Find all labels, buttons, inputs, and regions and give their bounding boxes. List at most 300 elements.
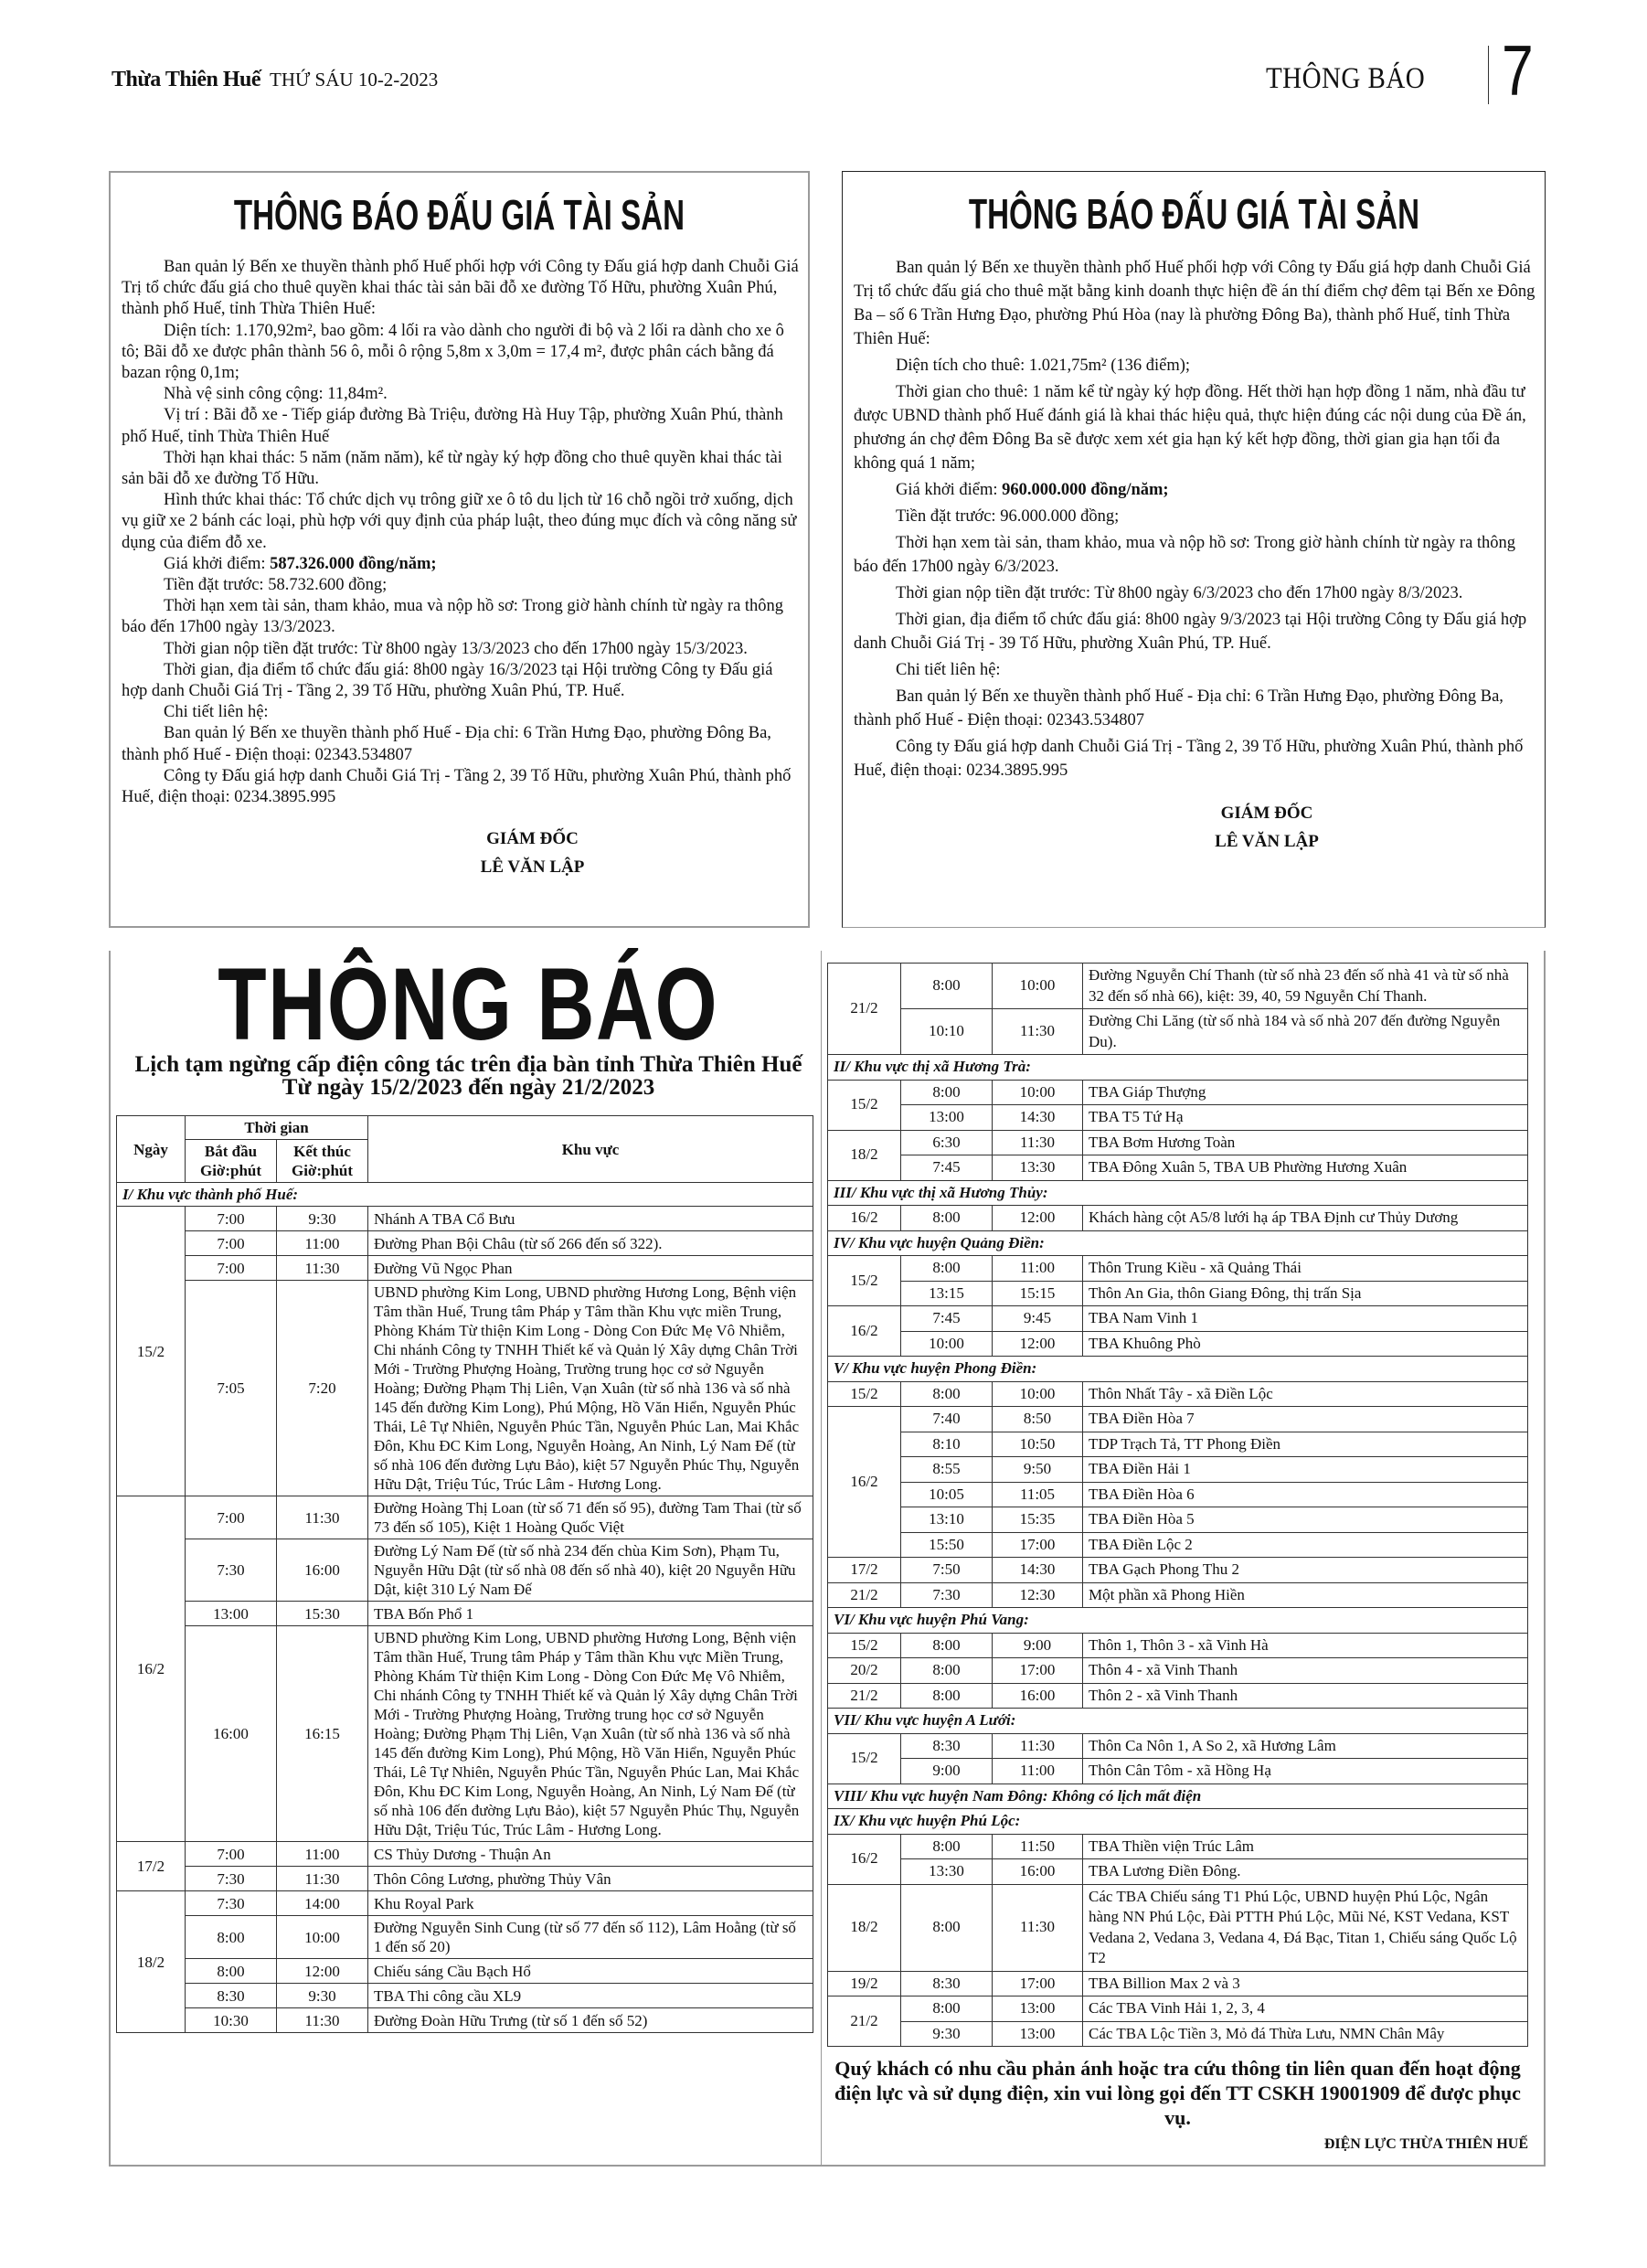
table-row xyxy=(828,1658,1528,1684)
section-row xyxy=(828,1230,1528,1256)
table-row xyxy=(828,1080,1528,1105)
table-row xyxy=(117,1984,813,2008)
signature-name: LÊ VĂN LẬP xyxy=(1215,832,1319,851)
start-time: 10:05 xyxy=(901,1482,993,1507)
outage-area: TBA Đông Xuân 5, TBA UB Phường Hương Xuân xyxy=(1083,1155,1528,1181)
notice-paragraph xyxy=(854,608,1535,655)
paragraph-text: Thời gian, địa điểm tổ chức đấu giá: 8h00 ngày 16/3/2023 tại Hội trường Công ty Đấu giá hợp danh Chuỗi Giá Trị - Tầng 2, 39 Tố Hữu, phường Xuân Phú, TP. Huế. xyxy=(122,660,773,701)
start-time: 9:30 xyxy=(901,2021,993,2047)
outage-right-column xyxy=(827,963,1528,2154)
outage-date: 20/2 xyxy=(828,1658,901,1684)
table-row xyxy=(828,1582,1528,1608)
start-time: 8:00 xyxy=(901,1381,993,1407)
notice-title xyxy=(843,190,1545,238)
outage-date: 17/2 xyxy=(117,1842,186,1891)
start-time: 7:00 xyxy=(186,1207,277,1231)
notice-paragraph xyxy=(122,405,799,447)
table-row xyxy=(117,1602,813,1626)
signature-title: GIÁM ĐỐC xyxy=(1220,804,1313,823)
notice-paragraph xyxy=(854,505,1535,528)
table-row xyxy=(828,1457,1528,1483)
notice-paragraph xyxy=(122,702,799,723)
outage-area: Đường Nguyễn Chí Thanh (từ số nhà 23 đến số nhà 41 và từ số nhà 32 đến số nhà 66), kiệt: 39, 40, 59 Nguyễn Chí Thanh. xyxy=(1083,964,1528,1009)
start-time: 8:00 xyxy=(901,1658,993,1684)
outage-date: 18/2 xyxy=(828,1130,901,1180)
notice-paragraph xyxy=(122,660,799,702)
outage-area: Thôn An Gia, thôn Giang Đông, thị trấn Sịa xyxy=(1083,1281,1528,1306)
section-row xyxy=(828,1784,1528,1809)
notice-paragraph xyxy=(122,448,799,490)
start-time: 8:30 xyxy=(901,1733,993,1759)
outage-date: 15/2 xyxy=(117,1207,186,1496)
start-time: 8:30 xyxy=(186,1984,277,2008)
notice-paragraph xyxy=(854,478,1535,502)
outage-date: 15/2 xyxy=(828,1080,901,1130)
section-title: VIII/ Khu vực huyện Nam Đông: Không có lịch mất điện xyxy=(828,1784,1528,1809)
table-row xyxy=(117,1281,813,1496)
notice-body xyxy=(122,257,799,808)
start-time: 7:40 xyxy=(901,1407,993,1432)
end-time: 13:00 xyxy=(993,1996,1083,2022)
notice-signature xyxy=(111,825,808,881)
auction-notice-night-market xyxy=(842,171,1546,928)
outage-area: Thôn Trung Kiều - xã Quảng Thái xyxy=(1083,1256,1528,1282)
section-title: VI/ Khu vực huyện Phú Vang: xyxy=(828,1608,1528,1634)
outage-area: Một phần xã Phong Hiền xyxy=(1083,1582,1528,1608)
paragraph-text: Công ty Đấu giá hợp danh Chuỗi Giá Trị - Tầng 2, 39 Tố Hữu, phường Xuân Phú, thành phố Huế, điện thoại: 0234.3895.995 xyxy=(122,766,792,807)
end-time: 11:00 xyxy=(277,1231,368,1256)
table-row xyxy=(828,1381,1528,1407)
table-row xyxy=(117,1496,813,1539)
start-time: 7:30 xyxy=(186,1891,277,1916)
paragraph-text: Diện tích: 1.170,92m², bao gồm: 4 lối ra vào dành cho người đi bộ và 2 lối ra dành cho xe ô tô; Bãi đỗ xe được phân thành 56 ô, mỗi ô rộng 5,8m x 3,0m = 17,4 m², được phân cách bằng đá bazan rộng 0,1m; xyxy=(122,321,784,383)
notice-paragraph xyxy=(122,257,799,321)
outage-area: Đường Nguyễn Sinh Cung (từ số 77 đến số 112), Lâm Hoằng (từ số 1 đến số 20) xyxy=(368,1916,813,1959)
end-time: 10:00 xyxy=(277,1916,368,1959)
outage-area: Đường Vũ Ngọc Phan xyxy=(368,1256,813,1281)
header-divider xyxy=(1488,46,1489,104)
end-time: 11:30 xyxy=(993,1130,1083,1155)
section-title: IV/ Khu vực huyện Quảng Điền: xyxy=(828,1230,1528,1256)
outage-area: Nhánh A TBA Cổ Bưu xyxy=(368,1207,813,1231)
column-header-end: Kết thúc Giờ:phút xyxy=(277,1140,368,1183)
notice-signature xyxy=(843,799,1545,856)
table-row xyxy=(117,1842,813,1867)
end-time: 12:00 xyxy=(993,1331,1083,1357)
start-time: 8:00 xyxy=(901,1080,993,1105)
table-row xyxy=(828,1256,1528,1282)
start-time: 8:55 xyxy=(901,1457,993,1483)
outage-area: TBA Bơm Hương Toàn xyxy=(1083,1130,1528,1155)
notice-paragraph xyxy=(122,639,799,660)
outage-date: 21/2 xyxy=(828,1683,901,1709)
notice-paragraph xyxy=(122,321,799,385)
end-time: 16:00 xyxy=(277,1539,368,1602)
end-time: 11:05 xyxy=(993,1482,1083,1507)
outage-area: Thôn 4 - xã Vinh Thanh xyxy=(1083,1658,1528,1684)
table-row xyxy=(828,1306,1528,1332)
end-time: 17:00 xyxy=(993,1658,1083,1684)
paragraph-text: Thời gian, địa điểm tổ chức đấu giá: 8h00 ngày 9/3/2023 tại Hội trường Công ty Đấu giá hợp danh Chuỗi Giá Trị - 39 Tố Hữu, phường Xuân Phú, TP. Huế. xyxy=(854,611,1527,653)
outage-schedule-table-right xyxy=(827,963,1528,2047)
paragraph-text: Ban quản lý Bến xe thuyền thành phố Huế - Địa chỉ: 6 Trần Hưng Đạo, phường Đông Ba, thành phố Huế - Điện thoại: 02343.534807 xyxy=(854,687,1504,729)
section-row xyxy=(828,1608,1528,1634)
outage-area: Đường Đoàn Hữu Trưng (từ số 1 đến số 52) xyxy=(368,2008,813,2033)
start-time: 7:30 xyxy=(186,1867,277,1891)
paragraph-text: Giá khởi điểm: xyxy=(164,554,271,573)
end-time: 14:30 xyxy=(993,1105,1083,1131)
outage-area: TBA Điền Hòa 7 xyxy=(1083,1407,1528,1432)
section-row xyxy=(828,1809,1528,1835)
start-time: 8:00 xyxy=(901,1256,993,1282)
end-time: 11:30 xyxy=(993,1884,1083,1971)
end-time: 12:00 xyxy=(277,1959,368,1984)
end-time: 9:30 xyxy=(277,1207,368,1231)
table-row xyxy=(828,1733,1528,1759)
table-row xyxy=(828,1532,1528,1558)
notice-paragraph xyxy=(854,735,1535,783)
paragraph-text: Công ty Đấu giá hợp danh Chuỗi Giá Trị - Tầng 2, 39 Tố Hữu, phường Xuân Phú, thành phố Huế, điện thoại: 0234.3895.995 xyxy=(854,738,1524,780)
table-row xyxy=(117,1867,813,1891)
outage-date: 16/2 xyxy=(828,1834,901,1884)
outage-area: TBA Thi công cầu XL9 xyxy=(368,1984,813,2008)
end-time: 9:00 xyxy=(993,1633,1083,1658)
end-time: 9:50 xyxy=(993,1457,1083,1483)
end-time: 11:00 xyxy=(993,1256,1083,1282)
end-time: 11:30 xyxy=(993,1733,1083,1759)
paragraph-text: Thời hạn khai thác: 5 năm (năm năm), kể từ ngày ký hợp đồng cho thuê quyền khai thác tài sản bãi đỗ xe đường Tố Hữu. xyxy=(122,448,782,489)
start-time: 13:10 xyxy=(901,1507,993,1533)
table-row xyxy=(828,1558,1528,1583)
start-time: 6:30 xyxy=(901,1130,993,1155)
table-row xyxy=(117,1231,813,1256)
section-row xyxy=(828,1180,1528,1206)
notice-paragraph xyxy=(122,596,799,638)
end-time: 15:35 xyxy=(993,1507,1083,1533)
notice-paragraph xyxy=(122,723,799,765)
auction-notice-parking xyxy=(109,171,810,928)
outage-left-column xyxy=(114,947,823,2033)
table-row xyxy=(117,1207,813,1231)
notice-title xyxy=(111,191,808,239)
outage-signature: ĐIỆN LỰC THỪA THIÊN HUẾ xyxy=(1323,2136,1528,2152)
outage-date: 15/2 xyxy=(828,1256,901,1306)
section-title: IX/ Khu vực huyện Phú Lộc: xyxy=(828,1809,1528,1835)
outage-area: Thôn Nhất Tây - xã Điền Lộc xyxy=(1083,1381,1528,1407)
table-row xyxy=(828,1996,1528,2022)
start-time: 8:00 xyxy=(901,1633,993,1658)
table-row xyxy=(828,1155,1528,1181)
outage-area: TBA Nam Vinh 1 xyxy=(1083,1306,1528,1332)
end-time: 11:30 xyxy=(277,1256,368,1281)
table-row xyxy=(828,1683,1528,1709)
outage-area: Đường Chi Lăng (từ số nhà 184 và số nhà 207 đến đường Nguyễn Du). xyxy=(1083,1009,1528,1055)
paragraph-text: Ban quản lý Bến xe thuyền thành phố Huế phối hợp với Công ty Đấu giá hợp danh Chuỗi Giá Trị tổ chức đấu giá cho thuê quyền khai thác tài sản bãi đỗ xe đường Tố Hữu, phường Xuân Phú, thành phố Huế, tỉnh Thừa Thiên Huế: xyxy=(122,258,799,319)
outage-area: Thôn Ca Nôn 1, A So 2, xã Hương Lâm xyxy=(1083,1733,1528,1759)
start-time: 8:00 xyxy=(186,1959,277,1984)
table-row xyxy=(828,1834,1528,1859)
section-row xyxy=(828,1709,1528,1734)
table-row xyxy=(828,1206,1528,1231)
start-time: 13:00 xyxy=(901,1105,993,1131)
notice-paragraph xyxy=(854,256,1535,351)
end-time: 8:50 xyxy=(993,1407,1083,1432)
masthead xyxy=(112,68,438,92)
end-time: 7:20 xyxy=(277,1281,368,1496)
table-row xyxy=(828,1432,1528,1457)
outage-date: 21/2 xyxy=(828,1996,901,2047)
start-time: 7:45 xyxy=(901,1306,993,1332)
end-time: 10:50 xyxy=(993,1432,1083,1457)
start-time: 9:00 xyxy=(901,1759,993,1784)
outage-date: 18/2 xyxy=(117,1891,186,2033)
end-time: 15:30 xyxy=(277,1602,368,1626)
start-time: 16:00 xyxy=(186,1626,277,1842)
outage-date: 21/2 xyxy=(828,964,901,1055)
end-time: 16:00 xyxy=(993,1859,1083,1885)
start-time: 15:50 xyxy=(901,1532,993,1558)
start-time: 7:45 xyxy=(901,1155,993,1181)
end-time: 14:30 xyxy=(993,1558,1083,1583)
outage-area: Đường Hoàng Thị Loan (từ số 71 đến số 95), đường Tam Thai (từ số 73 đến số 105), Kiệt 1 Hoàng Quốc Việt xyxy=(368,1496,813,1539)
paragraph-text: Chi tiết liên hệ: xyxy=(896,661,1001,679)
start-time: 8:10 xyxy=(901,1432,993,1457)
paragraph-text: Tiền đặt trước: 58.732.600 đồng; xyxy=(164,576,388,595)
end-time: 11:30 xyxy=(277,2008,368,2033)
end-time: 11:50 xyxy=(993,1834,1083,1859)
outage-area: CS Thủy Dương - Thuận An xyxy=(368,1842,813,1867)
end-time: 12:30 xyxy=(993,1582,1083,1608)
start-time: 8:00 xyxy=(901,1834,993,1859)
outage-area: TBA Điền Hòa 6 xyxy=(1083,1482,1528,1507)
notice-paragraph xyxy=(122,766,799,808)
section-title: III/ Khu vực thị xã Hương Thủy: xyxy=(828,1180,1528,1206)
outage-subtitle: Lịch tạm ngừng cấp điện công tác trên địa bàn tỉnh Thừa Thiên Huế xyxy=(134,1052,802,1077)
paragraph-text: Nhà vệ sinh công cộng: 11,84m². xyxy=(164,385,388,404)
start-time: 7:30 xyxy=(901,1582,993,1608)
end-time: 11:00 xyxy=(277,1842,368,1867)
start-time: 10:30 xyxy=(186,2008,277,2033)
end-time: 16:15 xyxy=(277,1626,368,1842)
start-time: 13:00 xyxy=(186,1602,277,1626)
notice-paragraph xyxy=(854,380,1535,475)
notice-paragraph xyxy=(854,685,1535,732)
outage-area: Thôn Cân Tôm - xã Hồng Hạ xyxy=(1083,1759,1528,1784)
paragraph-text: Giá khởi điểm: xyxy=(896,481,1003,499)
start-time: 7:30 xyxy=(186,1539,277,1602)
table-row xyxy=(117,1959,813,1984)
outage-area: Các TBA Lộc Tiền 3, Mỏ đá Thừa Lưu, NMN Chân Mây xyxy=(1083,2021,1528,2047)
table-row xyxy=(828,1759,1528,1784)
paragraph-text: Thời gian nộp tiền đặt trước: Từ 8h00 ngày 6/3/2023 cho đến 17h00 ngày 8/3/2023. xyxy=(896,584,1463,602)
end-time: 13:30 xyxy=(993,1155,1083,1181)
outage-date: 16/2 xyxy=(828,1206,901,1231)
start-time: 7:00 xyxy=(186,1231,277,1256)
end-time: 17:00 xyxy=(993,1971,1083,1996)
section-row xyxy=(828,1055,1528,1081)
table-row xyxy=(828,1407,1528,1432)
end-time: 11:30 xyxy=(277,1496,368,1539)
outage-area: Chiếu sáng Cầu Bạch Hổ xyxy=(368,1959,813,1984)
section-title: VII/ Khu vực huyện A Lưới: xyxy=(828,1709,1528,1734)
outage-area: TBA Lương Điền Đông. xyxy=(1083,1859,1528,1885)
end-time: 17:00 xyxy=(993,1532,1083,1558)
newspaper-brand: Thừa Thiên Huế xyxy=(112,68,261,91)
table-row xyxy=(117,1891,813,1916)
outage-date: 16/2 xyxy=(828,1306,901,1357)
starting-price: 960.000.000 đồng/năm; xyxy=(1002,481,1169,499)
notice-paragraph xyxy=(122,554,799,575)
column-header-area: Khu vực xyxy=(368,1116,813,1183)
table-row xyxy=(828,1971,1528,1996)
table-row xyxy=(828,1482,1528,1507)
outage-date: 15/2 xyxy=(828,1381,901,1407)
table-row xyxy=(828,1009,1528,1055)
issue-date: THỨ SÁU 10-2-2023 xyxy=(270,69,439,91)
paragraph-text: Hình thức khai thác: Tổ chức dịch vụ trông giữ xe ô tô du lịch từ 16 chỗ ngồi trở xuống, dịch vụ giữ xe 2 bánh các loại, phù hợp với quy định của pháp luật, theo đúng mục đích và công năng sử dụng của điểm đỗ xe. xyxy=(122,491,797,552)
start-time: 7:00 xyxy=(186,1842,277,1867)
outage-area: TBA Billion Max 2 và 3 xyxy=(1083,1971,1528,1996)
table-row xyxy=(828,1105,1528,1131)
end-time: 15:15 xyxy=(993,1281,1083,1306)
start-time: 8:00 xyxy=(901,1683,993,1709)
outage-date: 18/2 xyxy=(828,1884,901,1971)
column-header-time: Thời gian xyxy=(186,1116,368,1140)
notice-paragraph xyxy=(122,384,799,405)
paragraph-text: Vị trí : Bãi đỗ xe - Tiếp giáp đường Bà Triệu, đường Hà Huy Tập, phường Xuân Phú, thành phố Huế, tỉnh Thừa Thiên Huế xyxy=(122,406,783,446)
end-time: 9:30 xyxy=(277,1984,368,2008)
outage-area: TBA Điền Hòa 5 xyxy=(1083,1507,1528,1533)
signature-title: GIÁM ĐỐC xyxy=(486,829,579,849)
section-row xyxy=(828,1357,1528,1382)
section-row xyxy=(117,1183,813,1207)
table-row xyxy=(828,964,1528,1009)
start-time: 13:30 xyxy=(901,1859,993,1885)
paragraph-text: Thời hạn xem tài sản, tham khảo, mua và nộp hồ sơ: Trong giờ hành chính từ ngày ra thông báo đến 17h00 ngày 13/3/2023. xyxy=(122,597,784,637)
table-row xyxy=(828,1633,1528,1658)
notice-paragraph xyxy=(854,354,1535,378)
outage-date: 16/2 xyxy=(117,1496,186,1842)
outage-area: TBA Điền Hải 1 xyxy=(1083,1457,1528,1483)
paragraph-text: Ban quản lý Bến xe thuyền thành phố Huế - Địa chỉ: 6 Trần Hưng Đạo, phường Đông Ba, thành phố Huế - Điện thoại: 02343.534807 xyxy=(122,724,771,764)
outage-area: TBA Bốn Phổ 1 xyxy=(368,1602,813,1626)
outage-area: UBND phường Kim Long, UBND phường Hương Long, Bệnh viện Tâm thần Huế, Trung tâm Pháp y Tâm thần Khu vực Miền Trung, Phòng Khám Từ thiện Kim Long - Dòng Con Đức Mẹ Vô Nhiễm, Chi nhánh Công ty TNHH Thiết kế và Quản lý Xây dựng Chân Trời Mới - Trường Phượng Hoàng, Trường trung học cơ sở Nguyễn Hoàng; Đường Phạm Thị Liên, Vạn Xuân (từ số nhà 136 và số nhà 145 đến đường Kim Long), Phú Mộng, Hồ Văn Hiển, Nguyễn Phúc Thái, Lê Tự Nhiên, Nguyễn Phúc Tần, Nguyễn Phúc Lan, Mai Khắc Đôn, Khu ĐC Kim Long, Nguyễn Hoàng, An Ninh, Lý Nam Đế (từ số nhà 106 đến đường Lựu Bảo), kiệt 57 Nguyễn Phúc Thụ, Nguyễn Hữu Dật, Triệu Túc, Trúc Lâm - Hương Long. xyxy=(368,1626,813,1842)
start-time: 8:00 xyxy=(901,1884,993,1971)
table-row xyxy=(117,1916,813,1959)
outage-area: Đường Phan Bội Châu (từ số 266 đến số 322). xyxy=(368,1231,813,1256)
starting-price: 587.326.000 đồng/năm; xyxy=(270,554,437,573)
end-time: 16:00 xyxy=(993,1683,1083,1709)
start-time: 8:00 xyxy=(186,1916,277,1959)
page-number: 7 xyxy=(1502,30,1534,111)
outage-area: Khu Royal Park xyxy=(368,1891,813,1916)
column-header-date: Ngày xyxy=(117,1116,186,1183)
outage-area: Thôn 1, Thôn 3 - xã Vinh Hà xyxy=(1083,1633,1528,1658)
paragraph-text: Ban quản lý Bến xe thuyền thành phố Huế phối hợp với Công ty Đấu giá hợp danh Chuỗi Giá Trị tổ chức đấu giá cho thuê mặt bằng kinh doanh thực hiện đề án thí điểm chợ đêm tại Bến xe Đông Ba – số 6 Trần Hưng Đạo, phường Phú Hòa (nay là phường Đông Ba), thành phố Huế, tỉnh Thừa Thiên Huế: xyxy=(854,259,1535,348)
start-time: 10:10 xyxy=(901,1009,993,1055)
signature-name: LÊ VĂN LẬP xyxy=(480,857,585,878)
notice-paragraph xyxy=(854,658,1535,682)
outage-date: 16/2 xyxy=(828,1407,901,1558)
table-row xyxy=(117,1626,813,1842)
outage-area: Các TBA Chiếu sáng T1 Phú Lộc, UBND huyện Phú Lộc, Ngân hàng NN Phú Lộc, Đài PTTH Phú Lộc, Mũi Né, KST Vedana, KST Vedana 2, Vedana 3, Vedana 4, Đá Bạc, Titan 1, Chiếu sáng Quốc Lộ T2 xyxy=(1083,1884,1528,1971)
outage-area: Các TBA Vinh Hải 1, 2, 3, 4 xyxy=(1083,1996,1528,2022)
outage-area: TBA Khuông Phò xyxy=(1083,1331,1528,1357)
table-row xyxy=(117,1539,813,1602)
outage-area: TBA Giáp Thượng xyxy=(1083,1080,1528,1105)
end-time: 10:00 xyxy=(993,1080,1083,1105)
notice-body xyxy=(854,256,1535,783)
outage-area: TBA Gạch Phong Thu 2 xyxy=(1083,1558,1528,1583)
outage-title xyxy=(114,947,823,1061)
table-row xyxy=(828,1331,1528,1357)
end-time: 11:30 xyxy=(993,1009,1083,1055)
start-time: 7:05 xyxy=(186,1281,277,1496)
paragraph-text: Thời hạn xem tài sản, tham khảo, mua và nộp hồ sơ: Trong giờ hành chính từ ngày ra thông báo đến 17h00 ngày 6/3/2023. xyxy=(854,534,1516,576)
outage-date: 19/2 xyxy=(828,1971,901,1996)
outage-date: 15/2 xyxy=(828,1633,901,1658)
end-time: 12:00 xyxy=(993,1206,1083,1231)
end-time: 10:00 xyxy=(993,1381,1083,1407)
start-time: 7:00 xyxy=(186,1256,277,1281)
end-time: 13:00 xyxy=(993,2021,1083,2047)
table-row xyxy=(828,1507,1528,1533)
outage-area: Khách hàng cột A5/8 lưới hạ áp TBA Định cư Thủy Dương xyxy=(1083,1206,1528,1231)
table-row xyxy=(828,2021,1528,2047)
notice-paragraph xyxy=(122,575,799,596)
outage-date: 17/2 xyxy=(828,1558,901,1583)
column-header-start: Bắt đầu Giờ:phút xyxy=(186,1140,277,1183)
end-time: 9:45 xyxy=(993,1306,1083,1332)
paragraph-text: Thời gian cho thuê: 1 năm kể từ ngày ký hợp đồng. Hết thời hạn hợp đồng 1 năm, nhà đầu tư được UBND thành phố Huế đánh giá là khai thác hiệu quả, thực hiện đúng các nội dung của Đề án, phương án chợ đêm Đông Ba sẽ được xem xét gia hạn ký kết hợp đồng, thời gian gia hạn tối đa không quá 1 năm; xyxy=(854,383,1526,473)
paragraph-text: Tiền đặt trước: 96.000.000 đồng; xyxy=(896,507,1120,526)
paragraph-text: Thời gian nộp tiền đặt trước: Từ 8h00 ngày 13/3/2023 cho đến 17h00 ngày 15/3/2023. xyxy=(164,639,748,658)
outage-area: TBA T5 Tứ Hạ xyxy=(1083,1105,1528,1131)
start-time: 10:00 xyxy=(901,1331,993,1357)
outage-area: Thôn Công Lương, phường Thủy Vân xyxy=(368,1867,813,1891)
start-time: 8:00 xyxy=(901,1206,993,1231)
end-time: 11:00 xyxy=(993,1759,1083,1784)
end-time: 10:00 xyxy=(993,964,1083,1009)
notice-paragraph xyxy=(854,531,1535,579)
start-time: 8:00 xyxy=(901,1996,993,2022)
start-time: 7:50 xyxy=(901,1558,993,1583)
outage-area: TBA Điền Lộc 2 xyxy=(1083,1532,1528,1558)
section-title: V/ Khu vực huyện Phong Điền: xyxy=(828,1357,1528,1382)
outage-date: 21/2 xyxy=(828,1582,901,1608)
notice-paragraph xyxy=(854,581,1535,605)
outage-area: TDP Trạch Tả, TT Phong Điền xyxy=(1083,1432,1528,1457)
notice-title-text: THÔNG BÁO ĐẤU GIÁ TÀI SẢN xyxy=(968,190,1419,238)
customer-service-note: Quý khách có nhu cầu phản ánh hoặc tra cứu thông tin liên quan đến hoạt động điện lực và sử dụng điện, xin vui lòng gọi đến TT CSKH 19001909 để được phục vụ. xyxy=(834,2057,1521,2129)
outage-area: UBND phường Kim Long, UBND phường Hương Long, Bệnh viện Tâm thần Huế, Trung tâm Pháp y Tâm thần Khu vực miền Trung, Phòng Khám Từ thiện Kim Long - Dòng Con Đức Mẹ Vô Nhiễm, Chi nhánh Công ty TNHH Thiết kế và Quản lý Xây dựng Chân Trời Mới - Trường Phượng Hoàng, Trường trung học cơ sở Nguyễn Hoàng; Đường Phạm Thị Liên, Vạn Xuân (từ số nhà 136 và số nhà 145 đến đường Kim Long), Phú Mộng, Hồ Văn Hiển, Nguyễn Phúc Thái, Lê Tự Nhiên, Nguyễn Phúc Tần, Nguyễn Phúc Lan, Mai Khắc Đôn, Khu ĐC Kim Long, Nguyễn Hoàng, An Ninh, Lý Nam Đế (từ số nhà 106 đến đường Lựu Bảo), kiệt 57 Nguyễn Phúc Thụ, Nguyễn Hữu Dật, Triệu Túc, Trúc Lâm - Hương Long. xyxy=(368,1281,813,1496)
table-row xyxy=(828,1281,1528,1306)
section-name: THÔNG BÁO xyxy=(1266,62,1426,95)
outage-area: Thôn 2 - xã Vinh Thanh xyxy=(1083,1683,1528,1709)
start-time: 13:15 xyxy=(901,1281,993,1306)
outage-area: TBA Thiền viện Trúc Lâm xyxy=(1083,1834,1528,1859)
start-time: 8:00 xyxy=(901,964,993,1009)
end-time: 14:00 xyxy=(277,1891,368,1916)
outage-title-text: THÔNG BÁO xyxy=(218,947,719,1061)
notice-title-text: THÔNG BÁO ĐẤU GIÁ TÀI SẢN xyxy=(233,191,685,239)
outage-date-range: Từ ngày 15/2/2023 đến ngày 21/2/2023 xyxy=(282,1075,655,1100)
end-time: 11:30 xyxy=(277,1867,368,1891)
table-row xyxy=(828,1130,1528,1155)
outage-area: Đường Lý Nam Đế (từ số nhà 234 đến chùa Kim Sơn), Phạm Tu, Nguyễn Hữu Dật (từ số nhà 08 đến số nhà 40), kiệt 20 Nguyễn Hữu Dật, kiệt 310 Lý Nam Đế xyxy=(368,1539,813,1602)
start-time: 8:30 xyxy=(901,1971,993,1996)
section-title: II/ Khu vực thị xã Hương Trà: xyxy=(828,1055,1528,1081)
